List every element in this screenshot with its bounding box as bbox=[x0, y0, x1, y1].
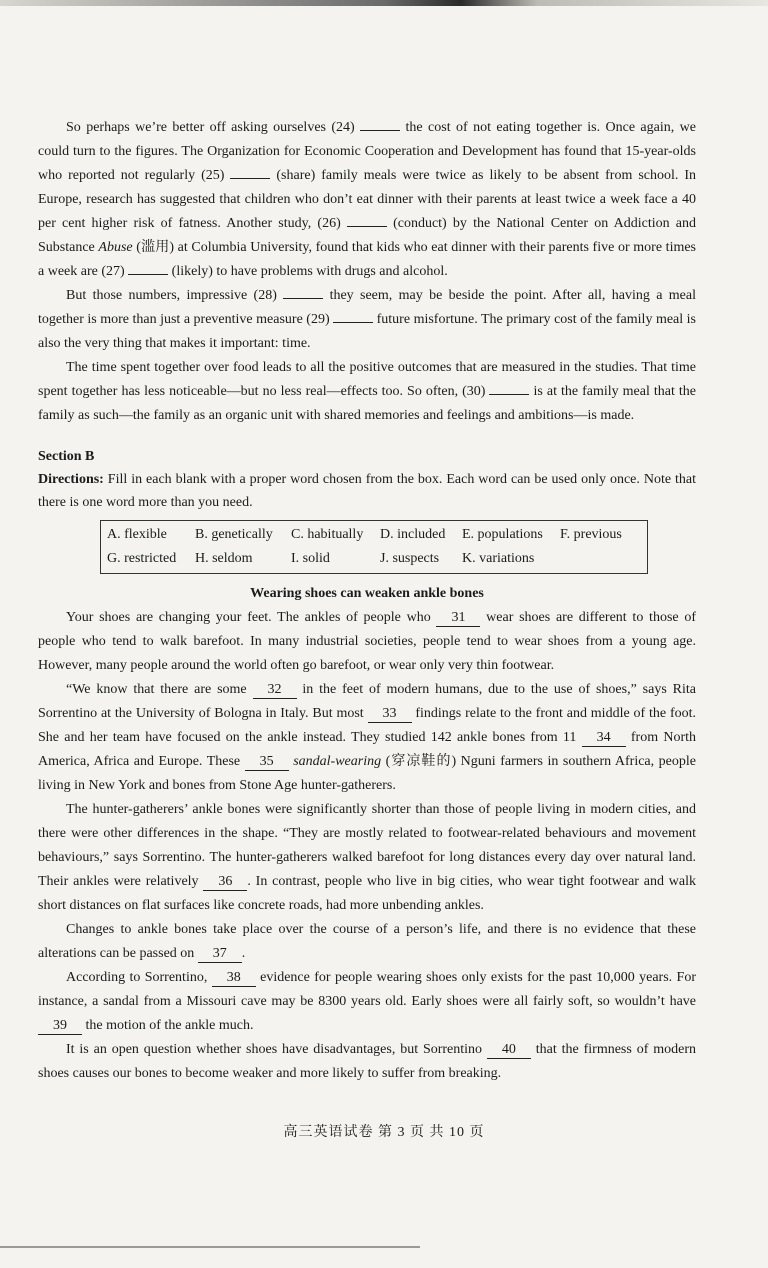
article-paragraph: “We know that there are some 32 in the feet of modern humans, due to the use of shoes,” says Rita Sorrentino at the University of Bologna in Italy. But most 33 findings relate to the front and middle of the foot. She and her team have focused on the ankle instead. They studied 142 ankle bones from 11 34 from North America, Africa and Europe. These 35 sandal-wearing (穿凉鞋的) Nguni farmers in southern Africa, people living in New York and bones from Stone Age hunter-gatherers. bbox=[38, 682, 697, 793]
word-option: I. solid bbox=[291, 551, 330, 566]
answer-blank-31: 31 bbox=[436, 610, 480, 627]
article-paragraph: Your shoes are changing your feet. The ankles of people who 31 wear shoes are different to those of people who tend to walk barefoot. In many industrial societies, people tend to wear shoes from a young age. However, many people around the world often go barefoot, or wear only very thin footwear. bbox=[38, 610, 696, 673]
article-paragraph: It is an open question whether shoes have disadvantages, but Sorrentino 40 that the firmness of modern shoes causes our bones to become weaker and more likely to suffer from breaking. bbox=[38, 1042, 696, 1081]
word-option: A. flexible bbox=[107, 527, 167, 542]
article-paragraph: Changes to ankle bones take place over the course of a person’s life, and there is no evidence that these alterations can be passed on 37 . bbox=[38, 922, 696, 961]
answer-blank-33: 33 bbox=[368, 706, 412, 723]
answer-blank bbox=[360, 130, 400, 131]
answer-blank-32: 32 bbox=[253, 682, 297, 699]
article-title: Wearing shoes can weaken ankle bones bbox=[250, 586, 484, 601]
word-option: H. seldom bbox=[195, 551, 253, 566]
word-box bbox=[100, 520, 648, 574]
answer-blank bbox=[347, 226, 387, 227]
answer-blank bbox=[230, 178, 270, 179]
word-option: D. included bbox=[380, 527, 446, 542]
section-heading: Section B bbox=[38, 449, 95, 464]
page-footer: 高三英语试卷 第 3 页 共 10 页 bbox=[283, 1125, 485, 1140]
answer-blank bbox=[333, 322, 373, 323]
exam-page bbox=[38, 116, 696, 1086]
word-option: F. previous bbox=[560, 527, 622, 542]
directions: Directions: Fill in each blank with a proper word chosen from the box. Each word can be used only once. Note that there is one word more than you need. bbox=[38, 472, 696, 510]
answer-blank-35: 35 bbox=[245, 754, 289, 771]
word-option: C. habitually bbox=[291, 527, 364, 542]
passage-paragraph: So perhaps we’re better off asking ourselves (24) the cost of not eating together is. Once again, we could turn to the figures. The Organization for Economic Cooperation and Development has found that 15-year-olds who reported not regularly (25) (share) family meals were twice as likely to be absent from school. In Europe, research has suggested that children who don’t eat dinner with their parents at least twice a week face a 40 per cent higher risk of fatness. Another study, (26) (conduct) by the National Center on Addiction and Substance Abuse (滥用) at Columbia University, found that kids who eat dinner with their parents five or more times a week are (27) (likely) to have problems with drugs and alcohol. bbox=[38, 120, 697, 279]
answer-blank-37: 37 bbox=[198, 946, 242, 963]
article-paragraph: The hunter-gatherers’ ankle bones were significantly shorter than those of people living in modern cities, and there were other differences in the shape. “They are mostly related to footwear-related behaviours and movement behaviours,” says Sorrentino. The hunter-gatherers walked barefoot for long distances every day over natural land. Their ankles were relatively 36 . In contrast, people who live in big cities, who wear tight footwear and walk short distances on flat surfaces like concrete roads, had more unbending ankles. bbox=[38, 802, 696, 913]
answer-blank-40: 40 bbox=[487, 1042, 531, 1059]
word-option: G. restricted bbox=[107, 551, 177, 566]
word-option: E. populations bbox=[462, 527, 543, 542]
scan-top-edge bbox=[0, 0, 768, 6]
word-option: K. variations bbox=[462, 551, 535, 566]
answer-blank bbox=[128, 274, 168, 275]
answer-blank-34: 34 bbox=[582, 730, 626, 747]
article-paragraph: According to Sorrentino, 38 evidence for people wearing shoes only exists for the past 10,000 years. For instance, a sandal from a Missouri cave may be 8300 years old. Early shoes were all fairly soft, so wouldn’t have 39 the motion of the ankle much. bbox=[38, 970, 696, 1033]
answer-blank-38: 38 bbox=[212, 970, 256, 987]
answer-blank-36: 36 bbox=[203, 874, 247, 891]
passage-paragraph: The time spent together over food leads to all the positive outcomes that are measured in the studies. That time spent together has less noticeable—but no less real—effects too. So often, (30) is at the family meal that the family as such—the family as an organic unit with shared memories and feelings and ambitions—is made. bbox=[38, 360, 696, 423]
word-option: B. genetically bbox=[195, 527, 273, 542]
word-box-row bbox=[107, 547, 641, 571]
answer-blank bbox=[489, 394, 529, 395]
word-option: J. suspects bbox=[380, 551, 440, 566]
answer-blank bbox=[283, 298, 323, 299]
passage-paragraph: But those numbers, impressive (28) they seem, may be beside the point. After all, having a meal together is more than just a preventive measure (29) future misfortune. The primary cost of the family meal is also the very thing that makes it important: time. bbox=[38, 288, 696, 351]
scan-bottom-line bbox=[0, 1246, 420, 1248]
word-box-row bbox=[107, 523, 641, 547]
answer-blank-39: 39 bbox=[38, 1018, 82, 1035]
